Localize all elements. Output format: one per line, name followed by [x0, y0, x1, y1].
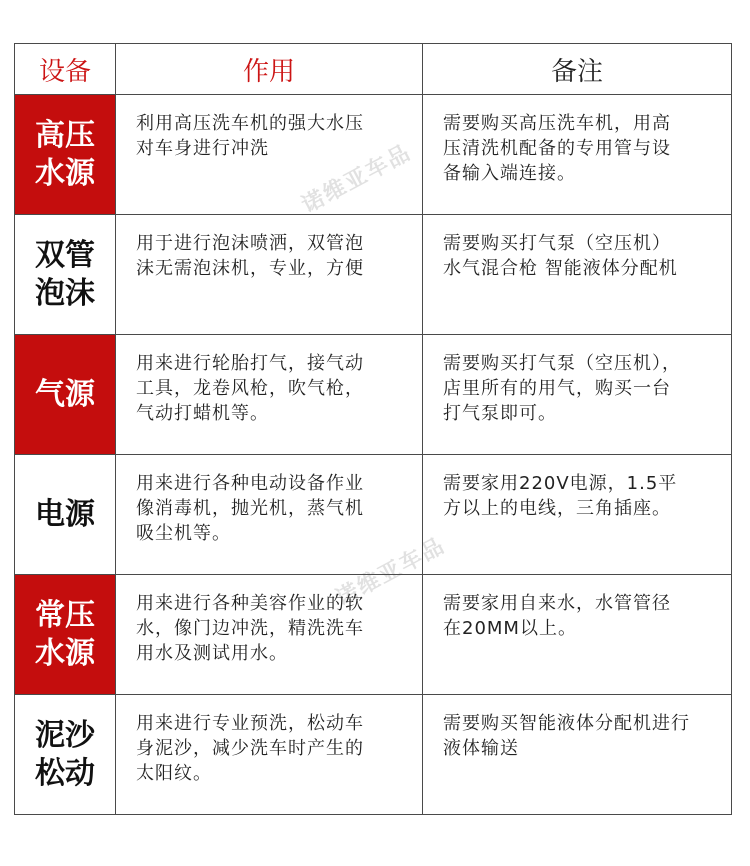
device-cell	[15, 575, 116, 695]
function-text: 利用高压洗车机的强大水压 对车身进行冲洗	[136, 113, 364, 159]
function-cell	[116, 95, 423, 215]
device-label: 高压 水源	[35, 117, 95, 191]
function-cell	[116, 335, 423, 455]
function-text: 用来进行轮胎打气，接气动 工具，龙卷风枪，吹气枪， 气动打蜡机等。	[136, 353, 364, 424]
device-cell	[15, 455, 116, 575]
table-header-row	[15, 44, 732, 95]
equipment-table	[14, 43, 732, 815]
note-text: 需要购买高压洗车机，用高 压清洗机配备的专用管与设 备输入端连接。	[443, 113, 671, 184]
table-row	[15, 575, 732, 695]
note-text: 需要购买打气泵（空压机） 水气混合枪 智能液体分配机	[443, 233, 678, 279]
note-cell	[423, 95, 732, 215]
table-row	[15, 455, 732, 575]
function-cell	[116, 575, 423, 695]
device-label: 双管 泡沫	[35, 237, 95, 311]
note-text: 需要购买打气泵（空压机）， 店里所有的用气，购买一台 打气泵即可。	[443, 353, 681, 424]
note-cell	[423, 335, 732, 455]
function-text: 用来进行专业预洗，松动车 身泥沙，减少洗车时产生的 太阳纹。	[136, 713, 364, 784]
table-row	[15, 695, 732, 815]
table-row	[15, 335, 732, 455]
note-cell	[423, 695, 732, 815]
note-text: 需要购买智能液体分配机进行 液体输送	[443, 713, 690, 759]
note-cell	[423, 455, 732, 575]
function-text: 用来进行各种美容作业的软 水，像门边冲洗，精洗洗车 用水及测试用水。	[136, 593, 364, 664]
function-cell	[116, 455, 423, 575]
header-function: 作用	[116, 44, 423, 95]
header-device: 设备	[15, 44, 116, 95]
function-text: 用于进行泡沫喷洒，双管泡 沫无需泡沫机，专业，方便	[136, 233, 364, 279]
header-note: 备注	[423, 44, 732, 95]
note-cell	[423, 575, 732, 695]
note-text: 需要家用220V电源，1.5平 方以上的电线，三角插座。	[443, 473, 678, 519]
note-cell	[423, 215, 732, 335]
watermark: 诺维亚车品	[332, 533, 450, 612]
device-label: 电源	[35, 496, 95, 532]
table-row	[15, 215, 732, 335]
device-label: 常压 水源	[35, 597, 95, 671]
note-text: 需要家用自来水，水管管径 在20MM以上。	[443, 593, 671, 639]
watermark: 诺维亚车品	[298, 140, 416, 219]
function-cell	[116, 215, 423, 335]
device-cell	[15, 95, 116, 215]
device-cell	[15, 335, 116, 455]
device-label: 气源	[35, 376, 95, 412]
function-text: 用来进行各种电动设备作业 像消毒机，抛光机，蒸气机 吸尘机等。	[136, 473, 364, 544]
device-cell	[15, 695, 116, 815]
device-cell	[15, 215, 116, 335]
device-label: 泥沙 松动	[35, 717, 95, 791]
function-cell	[116, 695, 423, 815]
table-row	[15, 95, 732, 215]
